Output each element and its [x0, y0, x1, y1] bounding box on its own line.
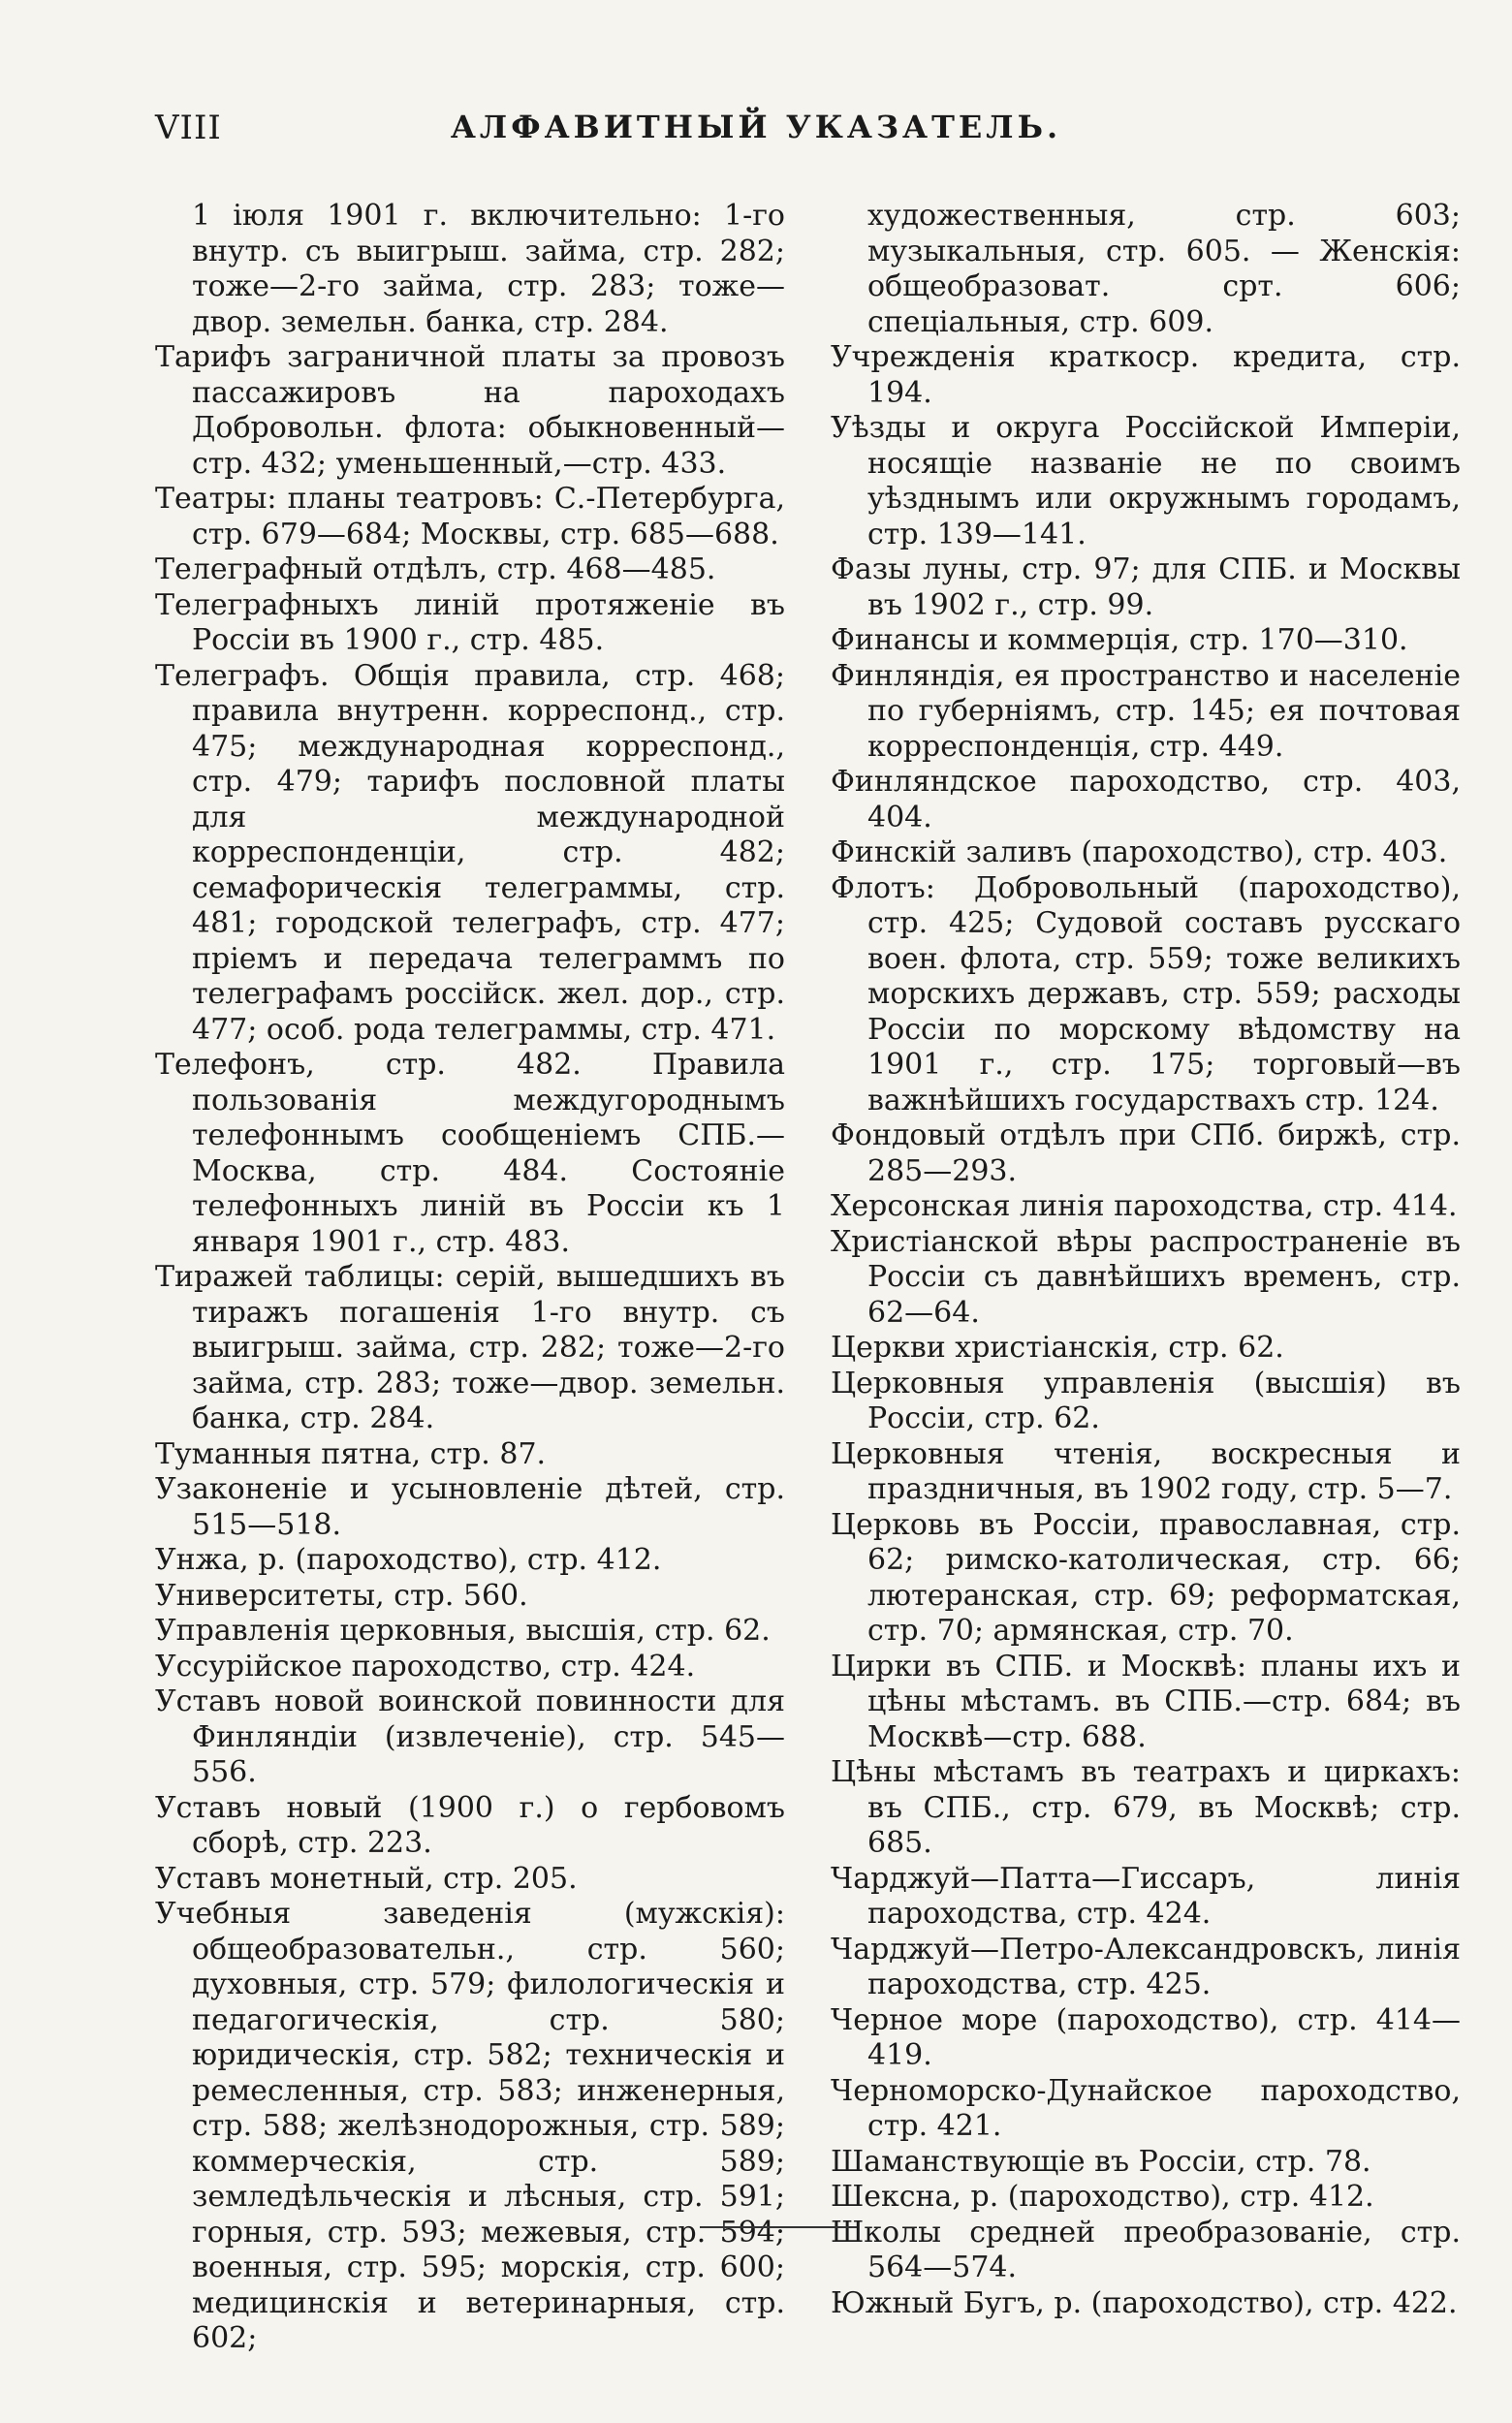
index-entry: Уссурійское пароходство, стр. 424. — [155, 1649, 696, 1684]
index-entry: Черноморско-Дунайское пароходство, стр. 421. — [831, 2073, 1461, 2143]
index-entry: Чарджуй—Патта—Гиссаръ, линія пароходства, стр. 424. — [831, 1861, 1461, 1931]
index-entry: Унжа, р. (пароходство), стр. 412. — [155, 1543, 662, 1577]
index-entry: 1 іюля 1901 г. включительно: 1-го внутр. съ выигрыш. займа, стр. 282; тоже—2-го займа, стр. 283; тоже—двор. земельн. банка, стр. 284. — [192, 199, 785, 339]
index-entry: Церковныя управленія (высшія) въ Россіи, стр. 62. — [831, 1366, 1461, 1435]
index-entry: Тиражей таблицы: серій, вышедшихъ въ тиражъ погашенія 1-го внутр. съ выигрыш. займа, стр. 282; тоже—2-го займа, стр. 283; тоже—двор. земельн. банка, стр. 284. — [155, 1260, 785, 1435]
running-head: АЛФАВИТНЫЙ УКАЗАТЕЛЬ. — [450, 109, 1062, 145]
index-entry: Театры: планы театровъ: С.-Петербурга, стр. 679—684; Москвы, стр. 685—688. — [155, 482, 785, 551]
index-entry: Туманныя пятна, стр. 87. — [155, 1436, 547, 1471]
index-entry: Телеграфъ. Общія правила, стр. 468; правила внутренн. корреспонд., стр. 475; международная корреспонд., стр. 479; тарифъ пословной платы для международной корреспонденціи, стр. 482; семафорическія телеграммы, стр. 481; городской телеграфъ, стр. 477; пріемъ и передача телеграммъ по телеграфамъ россійск. жел. дор., стр. 477; особ. рода телеграммы, стр. 471. — [155, 658, 785, 1047]
left-column — [155, 199, 785, 2357]
index-entry: Финляндія, ея пространство и населеніе по губерніямъ, стр. 145; ея почтовая корреспонденція, стр. 449. — [831, 658, 1461, 764]
index-entry: Телефонъ, стр. 482. Правила пользованія междугороднымъ телефоннымъ сообщеніемъ СПБ.—Москва, стр. 484. Состояніе телефонныхъ линій въ Россіи къ 1 января 1901 г., стр. 483. — [155, 1048, 785, 1259]
index-entry: Уставъ новый (1900 г.) о гербовомъ сборѣ, стр. 223. — [155, 1790, 785, 1860]
index-entry: Черное море (пароходство), стр. 414—419. — [831, 2002, 1461, 2072]
index-entry: Университеты, стр. 560. — [155, 1578, 528, 1613]
index-entry: Шаманствующіе въ Россіи, стр. 78. — [831, 2144, 1371, 2179]
index-entry: Чарджуй—Петро-Александровскъ, линія пароходства, стр. 425. — [831, 1932, 1461, 2001]
index-entry: Церкви христіанскія, стр. 62. — [831, 1331, 1284, 1365]
footer-rule — [700, 2226, 857, 2228]
page-number: VIII — [155, 109, 222, 147]
index-entry: Уѣзды и округа Россійской Имперіи, носящіе названіе не по своимъ уѣзднымъ или окружнымъ городамъ, стр. 139—141. — [831, 411, 1461, 551]
index-entry: Тарифъ заграничной платы за провозъ пассажировъ на пароходахъ Добровольн. флота: обыкновенный—стр. 432; уменьшенный,—стр. 433. — [155, 340, 785, 481]
index-entry: художественныя, стр. 603; музыкальныя, стр. 605. — Женскія: общеобразоват. срт. 606; спеціальныя, стр. 609. — [867, 199, 1461, 339]
index-entry: Флотъ: Добровольный (пароходство), стр. 425; Судовой составъ русскаго воен. флота, стр. 559; тоже великихъ морскихъ державъ, стр. 559; расходы Россіи по морскому вѣдомству на 1901 г., стр. 175; торговый—въ важнѣйшихъ государствахъ стр. 124. — [831, 870, 1461, 1117]
index-entry: Финскій заливъ (пароходство), стр. 403. — [831, 835, 1448, 869]
index-entry: Уставъ монетный, стр. 205. — [155, 1861, 578, 1896]
index-entry: Учебныя заведенія (мужскія): общеобразовательн., стр. 560; духовныя, стр. 579; филологическія и педагогическія, стр. 580; юридическія, стр. 582; техническія и ремесленныя, стр. 583; инженерныя, стр. 588; желѣзнодорожныя, стр. 589; коммерческія, стр. 589; земледѣльческія и лѣсныя, стр. 591; горныя, стр. 593; межевыя, стр. 594; военныя, стр. 595; морскія, стр. 600; медицинскія и ветеринарныя, стр. 602; — [155, 1897, 785, 2355]
right-column — [831, 199, 1461, 2321]
index-entry: Школы средней преобразованіе, стр. 564—574. — [831, 2215, 1461, 2284]
index-entry: Цѣны мѣстамъ въ театрахъ и циркахъ: въ СПБ., стр. 679, въ Москвѣ; стр. 685. — [831, 1755, 1461, 1860]
index-entry: Цирки въ СПБ. и Москвѣ: планы ихъ и цѣны мѣстамъ. въ СПБ.—стр. 684; въ Москвѣ—стр. 688. — [831, 1649, 1461, 1754]
index-entry: Фондовый отдѣлъ при СПб. биржѣ, стр. 285—293. — [831, 1118, 1461, 1188]
index-entry: Узаконеніе и усыновленіе дѣтей, стр. 515—518. — [155, 1472, 785, 1542]
index-entry: Церковь въ Россіи, православная, стр. 62; римско-католическая, стр. 66; лютеранская, стр. 69; реформатская, стр. 70; армянская, стр. 70. — [831, 1507, 1461, 1648]
index-entry: Финляндское пароходство, стр. 403, 404. — [831, 765, 1461, 834]
index-entry: Уставъ новой воинской повинности для Финляндіи (извлеченіе), стр. 545—556. — [155, 1684, 785, 1789]
index-entry: Южный Бугъ, р. (пароходство), стр. 422. — [831, 2285, 1458, 2320]
index-entry: Учрежденія краткоср. кредита, стр. 194. — [831, 340, 1461, 410]
index-entry: Церковныя чтенія, воскресныя и праздничныя, въ 1902 году, стр. 5—7. — [831, 1436, 1461, 1506]
index-entry: Шексна, р. (пароходство), стр. 412. — [831, 2180, 1374, 2214]
index-entry: Телеграфныхъ линій протяженіе въ Россіи въ 1900 г., стр. 485. — [155, 587, 785, 657]
index-entry: Управленія церковныя, высшія, стр. 62. — [155, 1614, 771, 1648]
index-entry: Финансы и коммерція, стр. 170—310. — [831, 623, 1408, 657]
index-entry: Херсонская линія пароходства, стр. 414. — [831, 1189, 1458, 1223]
index-entry: Христіанской вѣры распространеніе въ Россіи съ давнѣйшихъ временъ, стр. 62—64. — [831, 1224, 1461, 1330]
index-entry: Фазы луны, стр. 97; для СПБ. и Москвы въ 1902 г., стр. 99. — [831, 552, 1461, 622]
index-entry: Телеграфный отдѣлъ, стр. 468—485. — [155, 552, 716, 586]
